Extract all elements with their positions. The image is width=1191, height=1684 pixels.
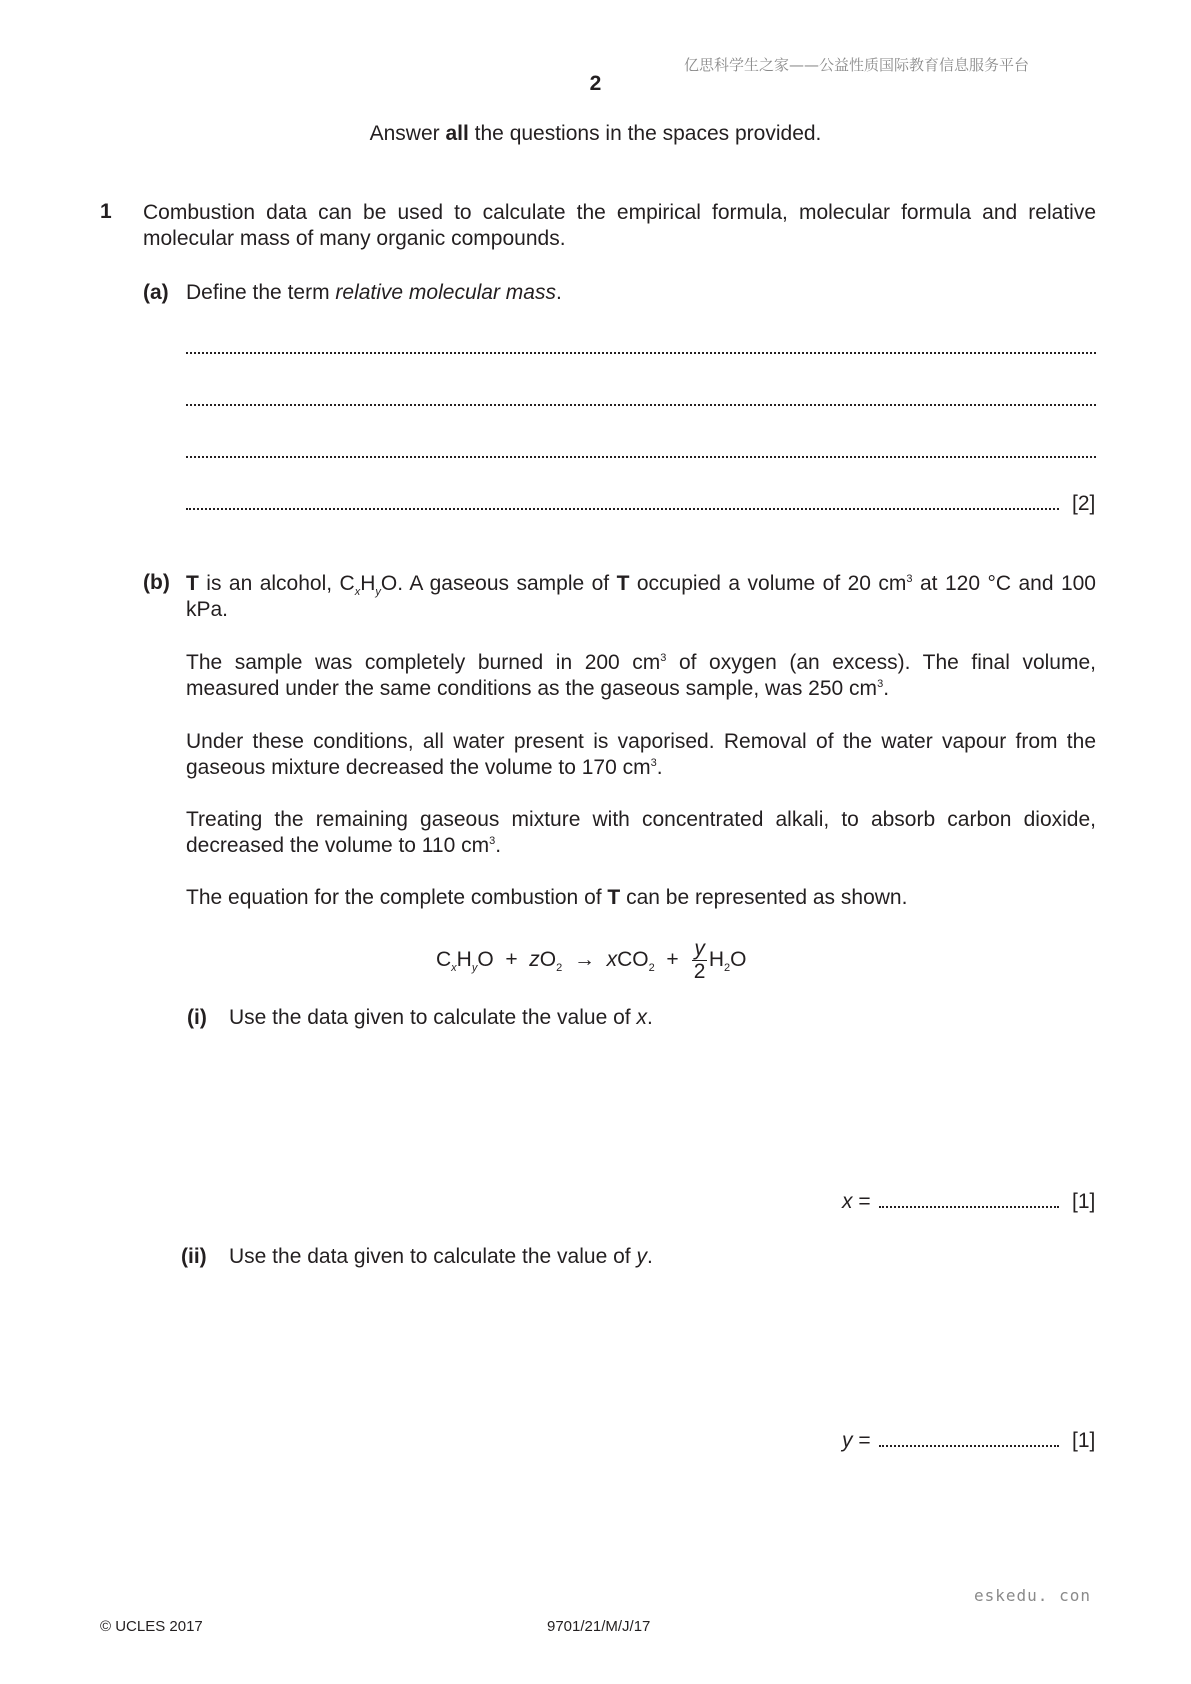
question-intro: Combustion data can be used to calculate the empirical formula, molecular formula and relative molecular mass of many organic compounds. (143, 201, 1096, 250)
part-i-mark: [1] (1072, 1190, 1096, 1213)
p2-text-b: of oxygen (an excess). The final volume, measured under the same conditions as the gaseous sample, was 250 cm (186, 651, 1096, 700)
p1-subscript-y: y (375, 586, 381, 599)
compound-t: T (607, 886, 621, 909)
answer-line-3[interactable] (186, 456, 1096, 458)
bottom-watermark: eskedu. con (974, 1586, 1091, 1605)
eq-plus: + (666, 948, 679, 972)
part-ii-prompt (229, 1245, 653, 1269)
instruction-text-end: the questions in the spaces provided. (468, 122, 822, 145)
eq-plus: + (505, 948, 518, 972)
top-watermark: 亿思科学生之家——公益性质国际教育信息服务平台 (684, 56, 1030, 74)
answer-y-variable: y (842, 1429, 853, 1452)
copyright: © UCLES 2017 (100, 1618, 203, 1635)
eq-sub-y: y (471, 962, 478, 975)
compound-t: T (616, 572, 630, 595)
instruction-text: Answer (369, 122, 446, 145)
part-ii-mark: [1] (1072, 1429, 1096, 1452)
compound-t: T (186, 572, 199, 595)
part-a-term: relative molecular mass (335, 281, 556, 304)
answer-x-field[interactable] (879, 1206, 1059, 1208)
eq-c: C (436, 948, 452, 972)
p5-text-b: can be represented as shown. (620, 886, 908, 909)
part-a-text: Define the term (186, 281, 336, 304)
p2-text-a: The sample was completely burned in 200 cm (186, 651, 661, 674)
p1-superscript: 3 (906, 573, 913, 585)
combustion-equation (436, 938, 746, 983)
part-b-paragraph-1 (186, 571, 1096, 623)
p2-superscript-1: 3 (660, 652, 667, 664)
part-ii-label: (ii) (181, 1245, 207, 1268)
p5-text-a: The equation for the complete combustion of (186, 886, 608, 909)
part-a-label: (a) (143, 281, 169, 304)
eq-o3: O (730, 948, 747, 972)
eq-sub-x: x (451, 962, 457, 975)
p1-text-c: occupied a volume of 20 cm (629, 572, 907, 595)
p4-text-b: . (495, 834, 502, 857)
answer-x-equals: = (852, 1190, 871, 1213)
eq-x: x (606, 948, 618, 972)
answer-line-1[interactable] (186, 352, 1096, 354)
p3-text-b: . (656, 756, 663, 779)
part-b-label: (b) (143, 571, 170, 594)
p1-text-a: is an alcohol, C (198, 572, 355, 595)
answer-y-equals: = (852, 1429, 871, 1452)
eq-fraction-denominator: 2 (693, 960, 706, 983)
part-i-prompt (229, 1006, 653, 1030)
instruction-line (0, 122, 1191, 146)
part-i-text-end: . (646, 1006, 653, 1029)
p3-superscript: 3 (650, 757, 657, 769)
answer-y-label (842, 1429, 871, 1453)
eq-o2: O (539, 948, 557, 972)
eq-z: z (529, 948, 540, 972)
eq-fraction-numerator: y (694, 937, 705, 960)
eq-o: O (477, 948, 494, 972)
eq-co: CO (617, 948, 649, 972)
part-a-text-end: . (555, 281, 562, 304)
p1-subscript-x: x (354, 586, 361, 599)
part-i-label: (i) (187, 1006, 207, 1029)
part-i-variable: x (636, 1006, 647, 1029)
eq-sub-2: 2 (556, 962, 563, 975)
part-ii-text-end: . (646, 1245, 653, 1268)
answer-line-2[interactable] (186, 404, 1096, 406)
p1-h: H (360, 572, 376, 595)
page-number: 2 (589, 72, 602, 95)
p1-text-d: at 120 °C and 100 kPa. (186, 572, 1096, 621)
instruction-emphasis: all (445, 122, 469, 145)
answer-x-label (842, 1190, 871, 1214)
p1-text-b: O. A gaseous sample of (380, 572, 617, 595)
part-b-paragraph-2 (186, 650, 1096, 702)
eq-h2: H (708, 948, 725, 972)
part-ii-text: Use the data given to calculate the value of (229, 1245, 637, 1268)
eq-h: H (456, 948, 472, 972)
part-ii-variable: y (636, 1245, 647, 1268)
part-b-paragraph-4 (186, 807, 1096, 859)
p4-text-a: Treating the remaining gaseous mixture with concentrated alkali, to absorb carbon dioxide, decreased the volume to 110 cm (186, 808, 1096, 857)
answer-y-field[interactable] (879, 1445, 1059, 1447)
p2-text-c: . (883, 677, 890, 700)
eq-sub-2: 2 (648, 962, 655, 975)
part-a-mark: [2] (1072, 492, 1096, 515)
answer-line-4[interactable] (186, 508, 1059, 510)
paper-code: 9701/21/M/J/17 (547, 1618, 651, 1635)
part-i-text: Use the data given to calculate the value of (229, 1006, 637, 1029)
eq-arrow: → (573, 948, 595, 972)
p3-text-a: Under these conditions, all water present is vaporised. Removal of the water vapour from the gaseous mixture decreased the volume to 170 cm (186, 730, 1096, 779)
part-a-prompt (186, 281, 562, 305)
part-b-paragraph-3 (186, 729, 1096, 781)
eq-sub-2: 2 (724, 962, 731, 975)
part-b-paragraph-5 (186, 886, 907, 910)
p4-superscript: 3 (489, 835, 496, 847)
p2-superscript-2: 3 (877, 678, 884, 690)
question-number: 1 (100, 200, 112, 223)
eq-fraction (692, 938, 707, 983)
answer-x-variable: x (842, 1190, 853, 1213)
